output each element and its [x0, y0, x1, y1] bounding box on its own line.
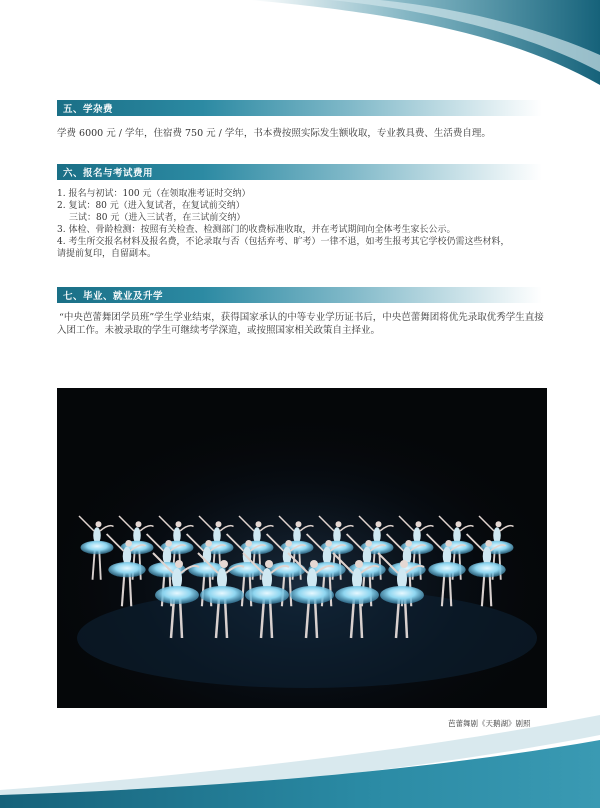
ballet-photo	[57, 388, 547, 708]
section-title-tuition: 五、学杂费	[63, 104, 114, 115]
section-title-graduation: 七、毕业、就业及升学	[63, 291, 164, 302]
swan-lake-stage-image	[57, 388, 547, 708]
fee-item: 2. 复试：80 元（进入复试者，在复试前交纳）	[57, 201, 245, 211]
section-header-graduation	[57, 287, 542, 303]
fee-item: 3. 体检、骨龄检测：按照有关检查、检测部门的收费标准收取，并在考试期间向全体考生家长公示。	[57, 225, 456, 235]
fee-item: 请提前复印，自留副本。	[57, 249, 157, 259]
section-title-registration: 六、报名与考试费用	[63, 168, 154, 179]
tuition-text: 学费 6000 元 / 学年，住宿费 750 元 / 学年，书本费按照实际发生额收取，专业教具费、生活费自理。	[57, 128, 491, 139]
fee-item: 1. 报名与初试：100 元（在领取准考证时交纳）	[57, 189, 251, 199]
fee-item: 4. 考生所交报名材料及报名费，不论录取与否（包括弃考、旷考）一律不退，如考生报考其它学校仍需这些材料，	[57, 237, 510, 247]
fee-list	[57, 188, 557, 260]
fee-item: 三试：80 元（进入三试者，在三试前交纳）	[69, 213, 246, 223]
section-header-tuition	[57, 100, 542, 116]
graduation-text: “中央芭蕾舞团学员班”学生学业结束，获得国家承认的中等专业学历证书后，中央芭蕾舞团将优先录取优秀学生直接入团工作。未被录取的学生可继续考学深造，或按照国家相关政策自主择业。	[57, 312, 544, 336]
photo-caption: 芭蕾舞剧《天鹅湖》剧照	[448, 719, 531, 728]
section-header-registration	[57, 164, 542, 180]
